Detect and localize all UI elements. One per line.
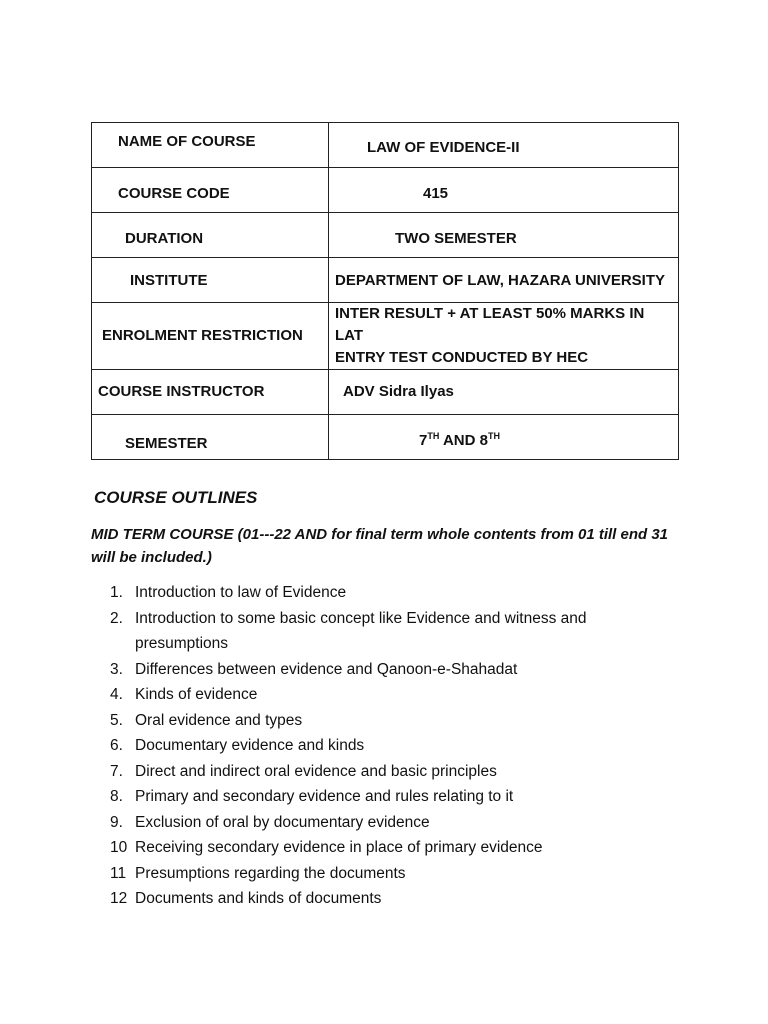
semester-value-a: 7 (419, 432, 428, 449)
list-item-text: Presumptions regarding the documents (135, 864, 406, 882)
list-item-number: 10 (110, 839, 128, 856)
list-item-number: 4. (110, 686, 123, 703)
institute-value: DEPARTMENT OF LAW, HAZARA UNIVERSITY (329, 258, 679, 303)
table-row (92, 258, 679, 303)
list-item-text: Documentary evidence and kinds (135, 737, 365, 754)
list-item-number: 3. (110, 660, 123, 678)
list-item (110, 733, 670, 759)
semester-label: SEMESTER (92, 415, 329, 460)
list-item-number: 5. (110, 711, 123, 729)
list-item-text: Oral evidence and types (135, 711, 303, 729)
list-item-text: Receiving secondary evidence in place of primary evidence (135, 839, 543, 856)
course-name-value: LAW OF EVIDENCE-II (329, 123, 679, 168)
table-row (92, 123, 679, 168)
list-item-text: Exclusion of oral by documentary evidence (135, 813, 430, 831)
list-item (110, 861, 670, 887)
semester-sup-b: TH (487, 431, 500, 441)
list-item-text: Kinds of evidence (135, 686, 258, 703)
enrolment-restriction-value (329, 303, 679, 370)
list-item-number: 11 (110, 864, 127, 882)
duration-label: DURATION (92, 213, 329, 258)
list-item (110, 810, 670, 836)
list-item-text: Introduction to law of Evidence (135, 584, 347, 601)
list-item-number: 1. (110, 584, 123, 601)
list-item-number: 12 (110, 890, 128, 907)
list-item (110, 708, 670, 734)
list-item-number: 6. (110, 737, 123, 754)
enrolment-restriction-label: ENROLMENT RESTRICTION (92, 303, 329, 370)
course-code-label: COURSE CODE (92, 168, 329, 213)
list-item (110, 759, 670, 785)
list-item-number: 8. (110, 788, 123, 805)
institute-label: INSTITUTE (92, 258, 329, 303)
list-item-number: 2. (110, 609, 123, 627)
table-row (92, 168, 679, 213)
enrolment-restriction-line-1: INTER RESULT + AT LEAST 50% MARKS IN LAT (335, 305, 645, 344)
table-row (92, 415, 679, 460)
list-item-text: Direct and indirect oral evidence and basic principles (135, 762, 497, 780)
course-outline-list (110, 580, 670, 912)
list-item-text: Differences between evidence and Qanoon-e-Shahadat (135, 660, 518, 678)
course-code-value: 415 (329, 168, 679, 213)
table-row (92, 303, 679, 370)
list-item (110, 835, 670, 861)
list-item-number: 9. (110, 813, 123, 831)
table-row (92, 213, 679, 258)
course-name-label: NAME OF COURSE (92, 123, 329, 168)
list-item (110, 657, 670, 683)
semester-sup-a: TH (427, 431, 440, 441)
list-item (110, 606, 670, 657)
list-item-number: 7. (110, 762, 123, 780)
list-item-text: Documents and kinds of documents (135, 890, 382, 907)
mid-term-note: MID TERM COURSE (01---22 AND for final term whole contents from 01 till end 31 will be included.) (91, 526, 669, 566)
course-info-table (91, 122, 679, 460)
list-item-text: Introduction to some basic concept like Evidence and witness and presumptions (135, 609, 587, 652)
course-instructor-label: COURSE INSTRUCTOR (92, 370, 329, 415)
course-outlines-heading: COURSE OUTLINES (94, 488, 258, 507)
table-row (92, 370, 679, 415)
list-item (110, 580, 670, 606)
course-instructor-value: ADV Sidra Ilyas (329, 370, 679, 415)
list-item (110, 784, 670, 810)
list-item (110, 682, 670, 708)
duration-value: TWO SEMESTER (329, 213, 679, 258)
list-item (110, 886, 670, 912)
enrolment-restriction-line-2: ENTRY TEST CONDUCTED BY HEC (335, 349, 589, 366)
semester-value (329, 415, 679, 460)
semester-value-mid: AND 8 (439, 432, 488, 449)
list-item-text: Primary and secondary evidence and rules relating to it (135, 788, 514, 805)
